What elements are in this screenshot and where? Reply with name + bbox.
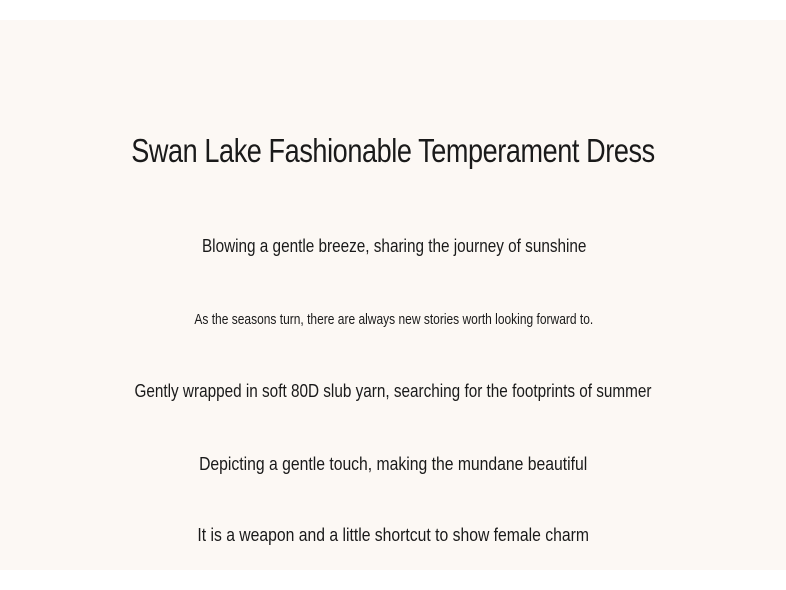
page-title: Swan Lake Fashionable Temperament Dress [131, 132, 655, 169]
content-panel [0, 20, 786, 570]
tagline-seasons: As the seasons turn, there are always new stories worth looking forward to. [194, 311, 594, 328]
tagline-breeze: Blowing a gentle breeze, sharing the journey of sunshine [201, 236, 587, 256]
tagline-female-charm: It is a weapon and a little shortcut to show female charm [197, 524, 589, 545]
tagline-fabric: Gently wrapped in soft 80D slub yarn, searching for the footprints of summer [134, 381, 652, 401]
tagline-gentle-touch: Depicting a gentle touch, making the mundane beautiful [199, 453, 588, 474]
